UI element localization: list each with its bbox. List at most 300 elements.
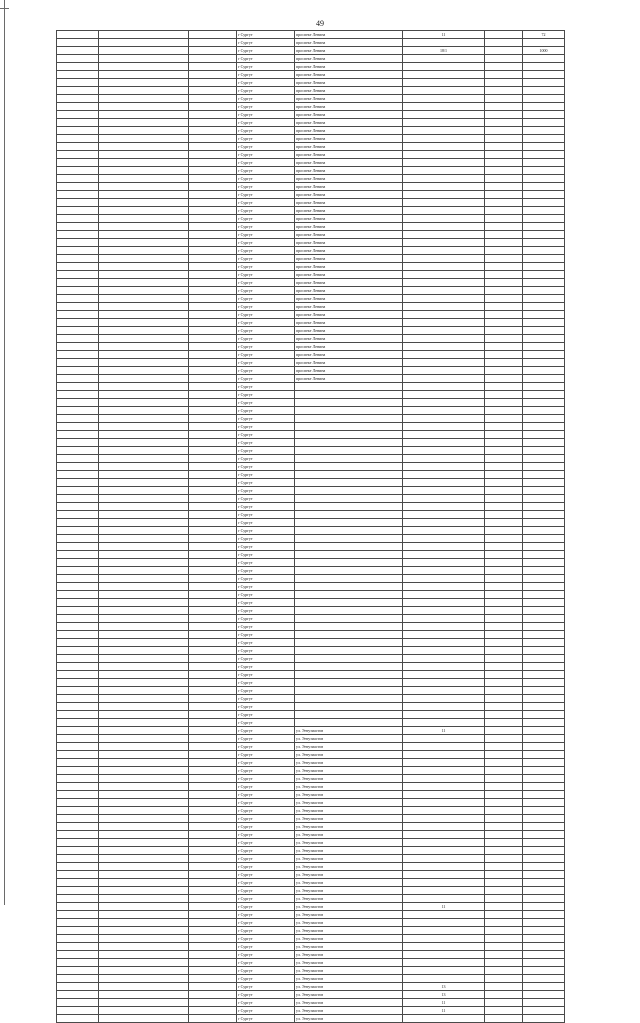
table-row: [57, 215, 565, 223]
street-cell: ул. Энтузиастов: [295, 887, 403, 895]
cadastral-number-left: [99, 447, 189, 455]
extra-cell-a: [485, 567, 523, 575]
house-number-cell: [403, 103, 485, 111]
city-cell: г Сургут: [237, 503, 295, 511]
table-row: [57, 431, 565, 439]
row-number: [57, 399, 99, 407]
extra-cell-b: [523, 799, 565, 807]
extra-cell-b: [523, 359, 565, 367]
extra-cell-a: [485, 887, 523, 895]
cadastral-number-right: [189, 311, 237, 319]
extra-cell-a: [485, 831, 523, 839]
table-row: [57, 887, 565, 895]
extra-cell-b: [523, 319, 565, 327]
cadastral-number-right: [189, 911, 237, 919]
extra-cell-a: [485, 239, 523, 247]
cadastral-number-right: [189, 759, 237, 767]
extra-cell-b: [523, 839, 565, 847]
row-number: [57, 111, 99, 119]
table-row: [57, 271, 565, 279]
table-row: [57, 263, 565, 271]
city-cell: г Сургут: [237, 967, 295, 975]
street-cell: ул. Энтузиастов: [295, 879, 403, 887]
street-cell: проспект Ленина: [295, 303, 403, 311]
house-number-cell: [403, 695, 485, 703]
extra-cell-b: [523, 535, 565, 543]
extra-cell-b: [523, 791, 565, 799]
cadastral-number-right: [189, 551, 237, 559]
row-number: [57, 839, 99, 847]
house-number-cell: [403, 591, 485, 599]
street-cell: проспект Ленина: [295, 231, 403, 239]
cadastral-number-left: [99, 543, 189, 551]
row-number: [57, 927, 99, 935]
cadastral-number-right: [189, 215, 237, 223]
row-number: [57, 631, 99, 639]
house-number-cell: [403, 783, 485, 791]
cadastral-number-left: [99, 223, 189, 231]
city-cell: г Сургут: [237, 839, 295, 847]
extra-cell-a: [485, 815, 523, 823]
city-cell: г Сургут: [237, 71, 295, 79]
street-cell: [295, 495, 403, 503]
street-cell: [295, 383, 403, 391]
city-cell: г Сургут: [237, 335, 295, 343]
extra-cell-b: [523, 615, 565, 623]
city-cell: г Сургут: [237, 815, 295, 823]
extra-cell-a: [485, 631, 523, 639]
extra-cell-a: [485, 535, 523, 543]
street-cell: ул. Энтузиастов: [295, 775, 403, 783]
extra-cell-a: [485, 191, 523, 199]
house-number-cell: [403, 959, 485, 967]
table-row: [57, 823, 565, 831]
house-number-cell: [403, 943, 485, 951]
cadastral-number-right: [189, 55, 237, 63]
cadastral-number-left: [99, 471, 189, 479]
table-row: [57, 343, 565, 351]
house-number-cell: [403, 335, 485, 343]
cadastral-number-right: [189, 951, 237, 959]
street-cell: ул. Энтузиастов: [295, 1015, 403, 1023]
cadastral-number-left: [99, 863, 189, 871]
cadastral-number-left: [99, 935, 189, 943]
cadastral-number-left: [99, 743, 189, 751]
row-number: [57, 727, 99, 735]
cadastral-number-right: [189, 495, 237, 503]
cadastral-number-left: [99, 31, 189, 39]
cadastral-number-right: [189, 791, 237, 799]
table-row: [57, 455, 565, 463]
table-row: [57, 615, 565, 623]
table-row: [57, 567, 565, 575]
extra-cell-b: [523, 599, 565, 607]
extra-cell-b: [523, 415, 565, 423]
cadastral-number-right: [189, 959, 237, 967]
street-cell: [295, 599, 403, 607]
street-cell: [295, 471, 403, 479]
cadastral-number-left: [99, 103, 189, 111]
street-cell: [295, 575, 403, 583]
cadastral-number-left: [99, 351, 189, 359]
cadastral-number-left: [99, 47, 189, 55]
extra-cell-b: [523, 727, 565, 735]
street-cell: ул. Энтузиастов: [295, 1007, 403, 1015]
extra-cell-a: [485, 879, 523, 887]
extra-cell-b: [523, 391, 565, 399]
extra-cell-a: [485, 519, 523, 527]
extra-cell-a: [485, 175, 523, 183]
house-number-cell: [403, 71, 485, 79]
city-cell: г Сургут: [237, 719, 295, 727]
row-number: [57, 871, 99, 879]
house-number-cell: [403, 383, 485, 391]
city-cell: г Сургут: [237, 775, 295, 783]
house-number-cell: [403, 263, 485, 271]
city-cell: г Сургут: [237, 95, 295, 103]
extra-cell-a: [485, 247, 523, 255]
city-cell: г Сургут: [237, 151, 295, 159]
extra-cell-b: [523, 327, 565, 335]
city-cell: г Сургут: [237, 495, 295, 503]
city-cell: г Сургут: [237, 783, 295, 791]
city-cell: г Сургут: [237, 935, 295, 943]
row-number: [57, 479, 99, 487]
city-cell: г Сургут: [237, 943, 295, 951]
cadastral-number-left: [99, 831, 189, 839]
extra-cell-a: [485, 423, 523, 431]
registry-table: [56, 30, 565, 1023]
city-cell: г Сургут: [237, 535, 295, 543]
extra-cell-a: [485, 495, 523, 503]
row-number: [57, 567, 99, 575]
street-cell: ул. Энтузиастов: [295, 975, 403, 983]
street-cell: проспект Ленина: [295, 175, 403, 183]
cadastral-number-right: [189, 799, 237, 807]
row-number: [57, 199, 99, 207]
row-number: [57, 87, 99, 95]
extra-cell-a: [485, 935, 523, 943]
cadastral-number-left: [99, 623, 189, 631]
cadastral-number-right: [189, 271, 237, 279]
cadastral-number-right: [189, 383, 237, 391]
extra-cell-a: [485, 135, 523, 143]
cadastral-number-left: [99, 135, 189, 143]
extra-cell-b: [523, 959, 565, 967]
extra-cell-b: [523, 847, 565, 855]
table-row: [57, 879, 565, 887]
extra-cell-a: [485, 951, 523, 959]
extra-cell-b: [523, 503, 565, 511]
cadastral-number-left: [99, 111, 189, 119]
cadastral-number-left: [99, 359, 189, 367]
house-number-cell: [403, 143, 485, 151]
extra-cell-b: [523, 479, 565, 487]
extra-cell-b: [523, 487, 565, 495]
table-row: [57, 375, 565, 383]
row-number: [57, 687, 99, 695]
cadastral-number-left: [99, 591, 189, 599]
row-number: [57, 679, 99, 687]
row-number: [57, 743, 99, 751]
street-cell: [295, 479, 403, 487]
street-cell: ул. Энтузиастов: [295, 935, 403, 943]
street-cell: проспект Ленина: [295, 151, 403, 159]
city-cell: г Сургут: [237, 439, 295, 447]
cadastral-number-left: [99, 79, 189, 87]
row-number: [57, 911, 99, 919]
house-number-cell: [403, 711, 485, 719]
extra-cell-a: [485, 255, 523, 263]
house-number-cell: [403, 775, 485, 783]
row-number: [57, 151, 99, 159]
city-cell: г Сургут: [237, 751, 295, 759]
extra-cell-a: [485, 119, 523, 127]
cadastral-number-right: [189, 751, 237, 759]
extra-cell-b: [523, 551, 565, 559]
extra-cell-b: [523, 983, 565, 991]
cadastral-number-right: [189, 863, 237, 871]
table-row: [57, 767, 565, 775]
extra-cell-b: [523, 887, 565, 895]
cadastral-number-left: [99, 247, 189, 255]
cadastral-number-right: [189, 655, 237, 663]
table-row: [57, 335, 565, 343]
extra-cell-b: [523, 239, 565, 247]
house-number-cell: [403, 831, 485, 839]
house-number-cell: [403, 879, 485, 887]
extra-cell-a: [485, 455, 523, 463]
house-number-cell: [403, 703, 485, 711]
street-cell: ул. Энтузиастов: [295, 831, 403, 839]
city-cell: г Сургут: [237, 143, 295, 151]
extra-cell-b: [523, 375, 565, 383]
extra-cell-b: [523, 111, 565, 119]
extra-cell-a: [485, 287, 523, 295]
city-cell: г Сургут: [237, 647, 295, 655]
extra-cell-b: [523, 1007, 565, 1015]
street-cell: проспект Ленина: [295, 375, 403, 383]
city-cell: г Сургут: [237, 191, 295, 199]
house-number-cell: [403, 719, 485, 727]
table-row: [57, 927, 565, 935]
row-number: [57, 407, 99, 415]
cadastral-number-left: [99, 551, 189, 559]
table-row: [57, 79, 565, 87]
city-cell: г Сургут: [237, 447, 295, 455]
row-number: [57, 703, 99, 711]
city-cell: г Сургут: [237, 399, 295, 407]
house-number-cell: [403, 1015, 485, 1023]
cadastral-number-left: [99, 951, 189, 959]
house-number-cell: [403, 447, 485, 455]
table-row: [57, 711, 565, 719]
house-number-cell: [403, 183, 485, 191]
house-number-cell: 11: [403, 31, 485, 39]
street-cell: [295, 431, 403, 439]
city-cell: г Сургут: [237, 1015, 295, 1023]
cadastral-number-right: [189, 903, 237, 911]
street-cell: [295, 607, 403, 615]
extra-cell-a: [485, 295, 523, 303]
row-number: [57, 767, 99, 775]
table-row: [57, 647, 565, 655]
extra-cell-b: [523, 175, 565, 183]
city-cell: г Сургут: [237, 695, 295, 703]
row-number: [57, 439, 99, 447]
city-cell: г Сургут: [237, 951, 295, 959]
table-row: [57, 143, 565, 151]
street-cell: [295, 711, 403, 719]
extra-cell-b: [523, 863, 565, 871]
extra-cell-a: [485, 71, 523, 79]
table-row: [57, 599, 565, 607]
street-cell: [295, 503, 403, 511]
city-cell: г Сургут: [237, 295, 295, 303]
street-cell: проспект Ленина: [295, 167, 403, 175]
house-number-cell: [403, 407, 485, 415]
cadastral-number-left: [99, 607, 189, 615]
house-number-cell: [403, 927, 485, 935]
extra-cell-a: [485, 943, 523, 951]
row-number: [57, 303, 99, 311]
row-number: [57, 71, 99, 79]
city-cell: г Сургут: [237, 375, 295, 383]
table-row: [57, 415, 565, 423]
row-number: [57, 143, 99, 151]
table-row: [57, 87, 565, 95]
table-row: [57, 847, 565, 855]
street-cell: [295, 615, 403, 623]
cadastral-number-left: [99, 655, 189, 663]
street-cell: ул. Энтузиастов: [295, 783, 403, 791]
row-number: [57, 447, 99, 455]
table-row: [57, 783, 565, 791]
extra-cell-b: [523, 351, 565, 359]
row-number: [57, 271, 99, 279]
row-number: [57, 319, 99, 327]
cadastral-number-right: [189, 599, 237, 607]
cadastral-number-left: [99, 343, 189, 351]
cadastral-number-right: [189, 183, 237, 191]
house-number-cell: [403, 871, 485, 879]
row-number: [57, 671, 99, 679]
cadastral-number-right: [189, 327, 237, 335]
street-cell: ул. Энтузиастов: [295, 823, 403, 831]
city-cell: г Сургут: [237, 711, 295, 719]
house-number-cell: [403, 479, 485, 487]
table-row: [57, 623, 565, 631]
cadastral-number-right: [189, 39, 237, 47]
cadastral-number-left: [99, 879, 189, 887]
city-cell: г Сургут: [237, 455, 295, 463]
house-number-cell: [403, 135, 485, 143]
table-row: [57, 639, 565, 647]
extra-cell-b: [523, 591, 565, 599]
city-cell: г Сургут: [237, 63, 295, 71]
row-number: [57, 191, 99, 199]
street-cell: [295, 551, 403, 559]
cadastral-number-left: [99, 479, 189, 487]
house-number-cell: [403, 863, 485, 871]
house-number-cell: [403, 919, 485, 927]
table-row: [57, 511, 565, 519]
cadastral-number-right: [189, 103, 237, 111]
extra-cell-a: [485, 927, 523, 935]
cadastral-number-right: [189, 703, 237, 711]
extra-cell-b: [523, 527, 565, 535]
cadastral-number-right: [189, 615, 237, 623]
city-cell: г Сургут: [237, 639, 295, 647]
street-cell: ул. Энтузиастов: [295, 839, 403, 847]
row-number: [57, 527, 99, 535]
cadastral-number-right: [189, 335, 237, 343]
cadastral-number-left: [99, 431, 189, 439]
extra-cell-a: [485, 615, 523, 623]
cadastral-number-right: [189, 983, 237, 991]
street-cell: проспект Ленина: [295, 327, 403, 335]
row-number: [57, 391, 99, 399]
extra-cell-b: [523, 287, 565, 295]
cadastral-number-left: [99, 871, 189, 879]
extra-cell-a: [485, 871, 523, 879]
extra-cell-b: 72: [523, 31, 565, 39]
extra-cell-a: [485, 511, 523, 519]
house-number-cell: 11: [403, 999, 485, 1007]
row-number: [57, 599, 99, 607]
house-number-cell: [403, 471, 485, 479]
city-cell: г Сургут: [237, 687, 295, 695]
cadastral-number-right: [189, 927, 237, 935]
row-number: [57, 991, 99, 999]
street-cell: [295, 647, 403, 655]
table-row: [57, 1015, 565, 1023]
extra-cell-b: [523, 855, 565, 863]
extra-cell-a: [485, 695, 523, 703]
house-number-cell: [403, 767, 485, 775]
city-cell: г Сургут: [237, 47, 295, 55]
street-cell: [295, 391, 403, 399]
row-number: [57, 183, 99, 191]
house-number-cell: [403, 271, 485, 279]
cadastral-number-left: [99, 911, 189, 919]
table-row: [57, 735, 565, 743]
house-number-cell: 11: [403, 903, 485, 911]
cadastral-number-left: [99, 799, 189, 807]
street-cell: ул. Энтузиастов: [295, 903, 403, 911]
table-row: [57, 943, 565, 951]
table-row: [57, 103, 565, 111]
extra-cell-b: [523, 423, 565, 431]
cadastral-number-right: [189, 151, 237, 159]
house-number-cell: [403, 343, 485, 351]
table-row: [57, 95, 565, 103]
table-row: [57, 439, 565, 447]
table-row: [57, 775, 565, 783]
row-number: [57, 607, 99, 615]
cadastral-number-right: [189, 247, 237, 255]
city-cell: г Сургут: [237, 319, 295, 327]
city-cell: г Сургут: [237, 911, 295, 919]
extra-cell-b: [523, 135, 565, 143]
table-row: [57, 495, 565, 503]
extra-cell-a: [485, 655, 523, 663]
row-number: [57, 855, 99, 863]
extra-cell-b: [523, 159, 565, 167]
street-cell: ул. Энтузиастов: [295, 799, 403, 807]
cadastral-number-right: [189, 679, 237, 687]
extra-cell-b: [523, 207, 565, 215]
